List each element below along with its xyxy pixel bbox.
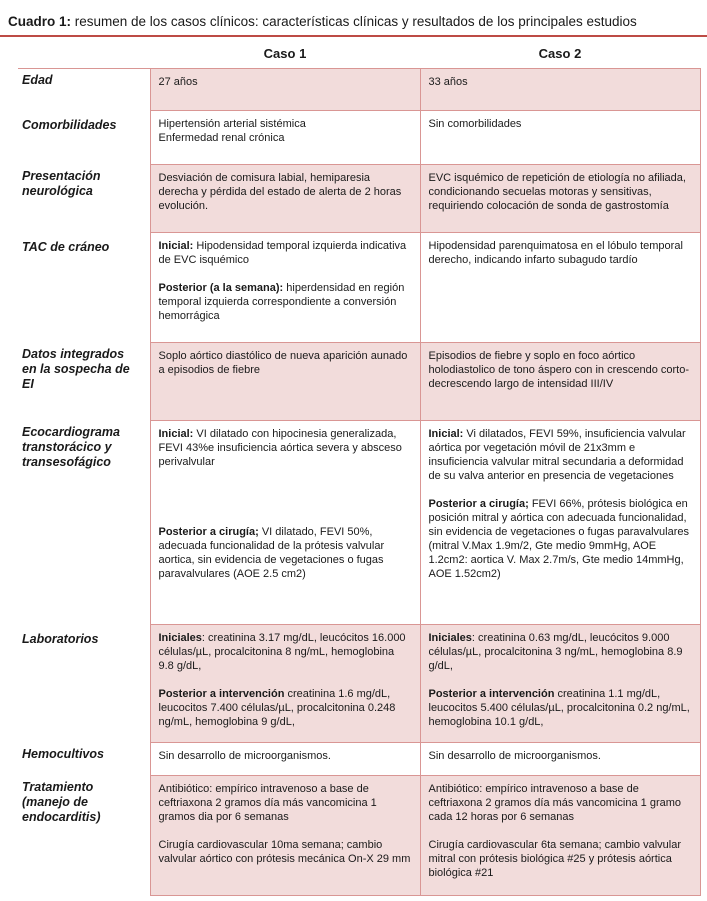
table-row xyxy=(18,343,700,421)
row-label xyxy=(18,776,150,896)
column-header-caso2: Caso 2 xyxy=(538,46,582,61)
row-label xyxy=(18,743,150,776)
table-row xyxy=(18,625,700,743)
cell-paragraph: Inicial: VI dilatado con hipocinesia generalizada, FEVI 43%e insuficiencia aórtica severa y absceso perivalvular xyxy=(158,428,402,468)
cell-paragraph xyxy=(159,497,412,511)
cell-paragraph: Posterior a cirugía; FEVI 66%, prótesis biológica en posición mitral y aórtica con adecuada funcionalidad, sin evidencia de vegetaciones o fugas paravalvulares (mitral V.Max 1.9m/2, Gte medio 9mmHg, AOE 1.2cm2: aortica V. Max 2.7m/s, Gte medio 14mmHg, AOE 1.52cm2) xyxy=(428,498,689,580)
cell-paragraph xyxy=(159,267,412,281)
cell-paragraph: Ecocardiograma transtorácico y transesofágico xyxy=(22,424,120,469)
cell-paragraph: Iniciales: creatinina 3.17 mg/dL, leucócitos 16.000 células/µL, procalcitonina 8 ng/mL, hemoglobina 9.8 g/dL, xyxy=(158,632,406,672)
caso2-cell xyxy=(420,743,700,776)
row-label xyxy=(18,165,150,233)
cell-paragraph: Posterior a intervención creatinina 1.1 mg/dL, leucocitos 5.400 células/µL, procalcitonina 0.2 ng/mL, hemoglobina 10.1 g/dL, xyxy=(428,688,690,728)
cell-paragraph xyxy=(159,673,412,687)
cell-paragraph: Tratamiento (manejo de endocarditis) xyxy=(22,779,101,824)
caso2-cell xyxy=(420,111,700,165)
cell-paragraph: Enfermedad renal crónica xyxy=(158,132,285,144)
table-caption xyxy=(0,0,707,37)
caso1-cell xyxy=(150,776,420,896)
caso2-cell xyxy=(420,165,700,233)
row-label xyxy=(18,69,150,111)
table-row xyxy=(18,743,700,776)
cell-paragraph: Desviación de comisura labial, hemiparesia derecha y pérdida del estado de alerta de 2 horas evolución. xyxy=(158,172,402,212)
caso1-cell xyxy=(150,421,420,625)
cell-paragraph: Datos integrados en la sospecha de EI xyxy=(22,346,130,391)
cell-paragraph xyxy=(429,824,692,838)
column-header-spacer xyxy=(18,46,150,61)
table-row xyxy=(18,69,700,111)
caso1-cell xyxy=(150,111,420,165)
cell-paragraph: Sin desarrollo de microorganismos. xyxy=(428,750,601,762)
cell-paragraph: 27 años xyxy=(158,76,198,88)
cell-paragraph: EVC isquémico de repetición de etiología no afiliada, condicionando secuelas motoras y sensitivas, requiriendo colocación de sonda de gastrostomía xyxy=(428,172,686,212)
cell-paragraph: Antibiótico: empírico intravenoso a base de ceftriaxona 2 gramos día más vancomicina 1 gramos dia por 6 semanas xyxy=(158,783,377,823)
cell-paragraph: Inicial: Vi dilatados, FEVI 59%, insuficiencia valvular aórtica por vegetación móvil de 21x3mm e insuficiencia valvular mitral secundaria a deformidad de su valva anterior en presencia de vegetaciones xyxy=(428,428,686,482)
caso1-cell xyxy=(150,233,420,343)
table-row xyxy=(18,421,700,625)
caso2-cell xyxy=(420,233,700,343)
column-header-caso1: Caso 1 xyxy=(263,46,307,61)
cell-paragraph: Posterior a intervención creatinina 1.6 mg/dL, leucocitos 7.400 células/µL, procalcitonina 0.248 ng/mL, hemoglobina 9 g/dL, xyxy=(158,688,396,728)
cell-paragraph xyxy=(159,469,412,483)
cell-paragraph: 33 años xyxy=(428,76,468,88)
cell-paragraph: Hemocultivos xyxy=(22,746,104,761)
cell-paragraph xyxy=(429,673,692,687)
caso2-cell xyxy=(420,625,700,743)
cell-paragraph xyxy=(159,824,412,838)
table-row xyxy=(18,111,700,165)
table-caption-text: resumen de los casos clínicos: características clínicas y resultados de los principales estudios xyxy=(71,14,637,29)
cell-paragraph xyxy=(159,483,412,497)
cell-paragraph: Laboratorios xyxy=(22,631,99,646)
cell-paragraph: Presentación neurológica xyxy=(22,168,101,198)
cell-paragraph xyxy=(159,511,412,525)
clinical-cases-table xyxy=(18,68,701,896)
caso2-cell xyxy=(420,421,700,625)
caso1-cell xyxy=(150,743,420,776)
column-headers xyxy=(18,37,700,68)
cell-paragraph: Cirugía cardiovascular 6ta semana; cambio valvular mitral con prótesis biológica #25 y prótesis aórtica biológica #21 xyxy=(428,839,682,879)
cell-paragraph: Iniciales: creatinina 0.63 mg/dL, leucócitos 9.000 células/µL, procalcitonina 3 ng/mL, hemoglobina 8.9 g/dL, xyxy=(428,632,683,672)
row-label xyxy=(18,625,150,743)
cell-paragraph: Antibiótico: empírico intravenoso a base de ceftriaxona 2 gramos día más vancomicina 1 gramo cada 12 horas por 6 semanas xyxy=(428,783,682,823)
case-table-body xyxy=(18,69,700,896)
row-label xyxy=(18,233,150,343)
cell-paragraph: Cirugía cardiovascular 10ma semana; cambio valvular aórtico con prótesis mecánica On-X 29 mm xyxy=(158,839,411,865)
cell-paragraph: Comorbilidades xyxy=(22,117,117,132)
cell-paragraph: Sin comorbilidades xyxy=(428,118,522,130)
caso1-cell xyxy=(150,69,420,111)
cell-paragraph: Edad xyxy=(22,73,53,87)
cell-paragraph: Hipodensidad parenquimatosa en el lóbulo temporal derecho, indicando infarto subagudo tardío xyxy=(428,240,683,266)
cell-paragraph: Soplo aórtico diastólico de nueva aparición aunado a episodios de fiebre xyxy=(158,350,408,376)
table-caption-label: Cuadro 1: xyxy=(8,14,72,29)
table-row xyxy=(18,233,700,343)
row-label xyxy=(18,343,150,421)
caso1-cell xyxy=(150,343,420,421)
cell-paragraph xyxy=(429,483,692,497)
cell-paragraph: Posterior (a la semana): hiperdensidad en región temporal izquierda correspondiente a conversión hemorrágica xyxy=(158,282,405,322)
caso1-cell xyxy=(150,625,420,743)
caso2-cell xyxy=(420,69,700,111)
cell-paragraph: Inicial: Hipodensidad temporal izquierda indicativa de EVC isquémico xyxy=(158,240,407,266)
cell-paragraph: TAC de cráneo xyxy=(22,239,110,254)
row-label xyxy=(18,421,150,625)
cell-paragraph: Posterior a cirugía; VI dilatado, FEVI 50%, adecuada funcionalidad de la prótesis valvular aortica, sin evidencia de vegetaciones o fugas paravalvulares (AOE 2.5 cm2) xyxy=(158,526,385,580)
table-row xyxy=(18,776,700,896)
cell-paragraph: Hipertensión arterial sistémica xyxy=(158,118,306,130)
caso2-cell xyxy=(420,776,700,896)
row-label xyxy=(18,111,150,165)
cell-paragraph: Sin desarrollo de microorganismos. xyxy=(158,750,331,762)
cell-paragraph: Episodios de fiebre y soplo en foco aórtico holodiastolico de tono áspero con in crescendo corto-decrescendo largo de intensidad III/IV xyxy=(428,350,689,390)
caso2-cell xyxy=(420,343,700,421)
table-row xyxy=(18,165,700,233)
caso1-cell xyxy=(150,165,420,233)
